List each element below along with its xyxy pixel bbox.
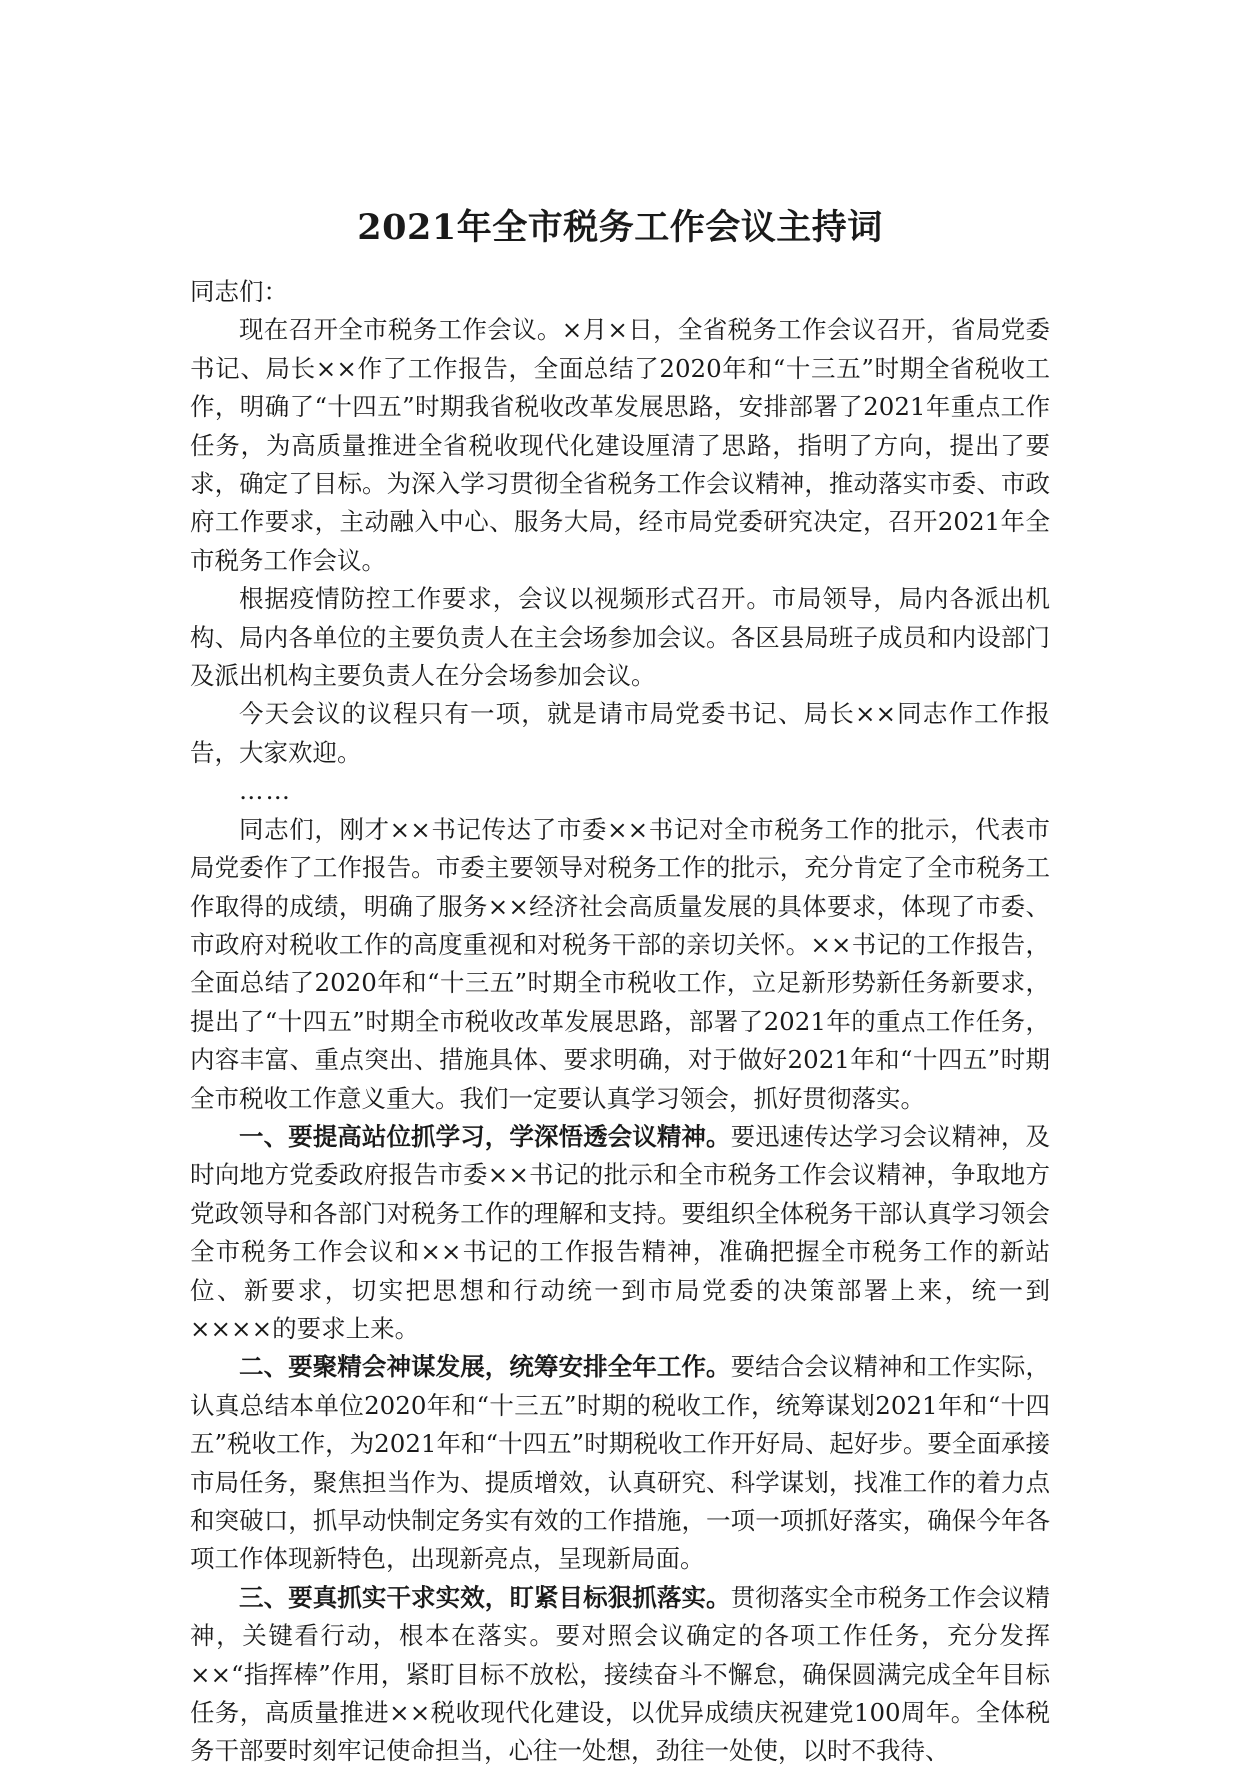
document-body [190, 273, 1050, 1771]
ellipsis-separator: …… [239, 776, 292, 806]
document-title: 2021年全市税务工作会议主持词 [357, 207, 883, 248]
paragraph-summary: 同志们，刚才××书记传达了市委××书记对全市税务工作的批示，代表市局党委作了工作报告。市委主要领导对税务工作的批示，充分肯定了全市税务工作取得的成绩，明确了服务××经济社会高质量发展的具体要求，体现了市委、市政府对税收工作的高度重视和对税务干部的亲切关怀。××书记的工作报告，全面总结了2020年和“十三五”时期全市税收工作，立足新形势新任务新要求，提出了“十四五”时期全市税收改革发展思路，部署了2021年的重点工作任务，内容丰富、重点突出、措施具体、要求明确，对于做好2021年和“十四五”时期全市税收工作意义重大。我们一定要认真学习领会，抓好贯彻落实。 [190, 814, 1050, 1113]
paragraph-agenda: 今天会议的议程只有一项，就是请市局党委书记、局长××同志作工作报告，大家欢迎。 [190, 699, 1050, 767]
paragraph-opening: 现在召开全市税务工作会议。×月×日，全省税务工作会议召开，省局党委书记、局长××作了工作报告，全面总结了2020年和“十三五”时期全省税收工作，明确了“十四五”时期我省税收改革发展思路，安排部署了2021年重点工作任务，为高质量推进全省税收现代化建设厘清了思路，指明了方向，提出了要求，确定了目标。为深入学习贯彻全省税务工作会议精神，推动落实市委、市政府工作要求，主动融入中心、服务大局，经市局党委研究决定，召开2021年全市税务工作会议。 [190, 315, 1050, 575]
paragraph-meeting-format: 根据疫情防控工作要求，会议以视频形式召开。市局领导，局内各派出机构、局内各单位的主要负责人在主会场参加会议。各区县局班子成员和内设部门及派出机构主要负责人在分会场参加会议。 [190, 584, 1050, 691]
section-two-body: 要结合会议精神和工作实际，认真总结本单位2020年和“十三五”时期的税收工作，统筹谋划2021年和“十四五”税收工作，为2021年和“十四五”时期税收工作开好局、起好步。要全面承接市局任务，聚焦担当作为、提质增效，认真研究、科学谋划，找准工作的着力点和突破口，抓早动快制定务实有效的工作措施，一项一项抓好落实，确保今年各项工作体现新特色，出现新亮点，呈现新局面。 [190, 1352, 1050, 1574]
section-one-body: 要迅速传达学习会议精神，及时向地方党委政府报告市委××书记的批示和全市税务工作会议精神，争取地方党政领导和各部门对税务工作的理解和支持。要组织全体税务干部认真学习领会全市税务工作会议和××书记的工作报告精神，准确把握全市税务工作的新站位、新要求，切实把思想和行动统一到市局党委的决策部署上来，统一到××××的要求上来。 [190, 1121, 1050, 1343]
section-two [190, 1348, 1050, 1578]
section-three-heading: 三、要真抓实干求实效，盯紧目标狠抓落实。 [239, 1582, 731, 1612]
section-one-heading: 一、要提高站位抓学习，学深悟透会议精神。 [239, 1121, 731, 1151]
section-three-body: 贯彻落实全市税务工作会议精神，关键看行动，根本在落实。要对照会议确定的各项工作任务，充分发挥××“指挥棒”作用，紧盯目标不放松，接续奋斗不懈怠，确保圆满完成全年目标任务，高质量推进××税收现代化建设，以优异成绩庆祝建党100周年。全体税务干部要时刻牢记使命担当，心往一处想，劲往一处使，以时不我待、 [190, 1582, 1050, 1766]
section-three [190, 1579, 1050, 1771]
section-one [190, 1118, 1050, 1348]
salutation: 同志们： [190, 277, 288, 306]
section-two-heading: 二、要聚精会神谋发展，统筹安排全年工作。 [239, 1352, 731, 1382]
